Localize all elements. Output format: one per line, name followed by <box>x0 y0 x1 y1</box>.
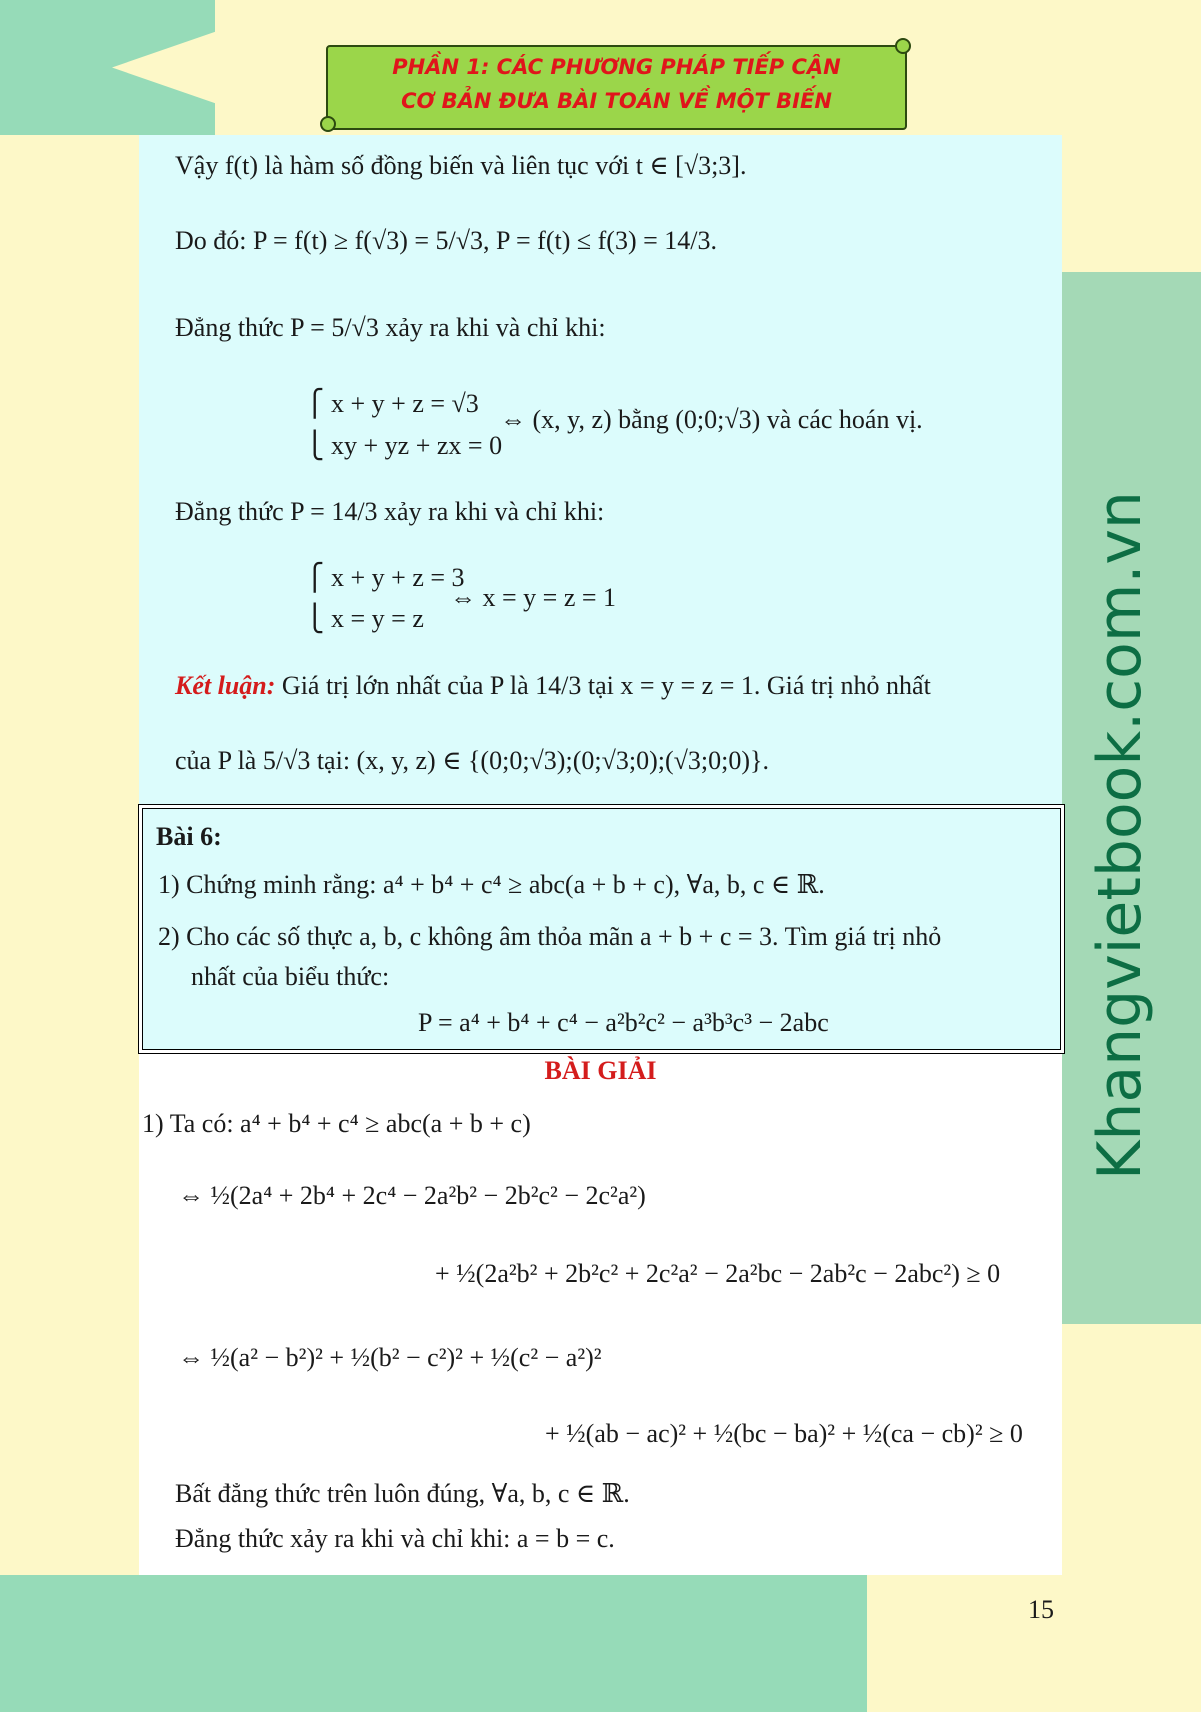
solution-line: + ½(ab − ac)² + ½(bc − ba)² + ½(ca − cb)² ≥ 0 <box>545 1419 1023 1448</box>
solution-line: ⇔ ½(a² − b²)² + ½(b² − c²)² + ½(c² − a²)² <box>178 1343 602 1372</box>
bottom-band-decoration <box>0 1575 867 1712</box>
scroll-curl-icon <box>320 116 336 132</box>
system-equation: ⎩ xy + yz + zx = 0 <box>305 431 503 460</box>
solution-line: Đẳng thức P = 5/√3 xảy ra khi và chỉ khi: <box>175 313 606 342</box>
solution-line: Bất đẳng thức trên luôn đúng, ∀a, b, c ∈ ℝ. <box>175 1479 630 1508</box>
chapter-title-line-1: PHẦN 1: CÁC PHƯƠNG PHÁP TIẾP CẬN <box>392 55 841 79</box>
problem-expression: P = a⁴ + b⁴ + c⁴ − a²b²c² − a³b³c³ − 2abc <box>418 1008 829 1037</box>
chapter-title-line-2: CƠ BẢN ĐƯA BÀI TOÁN VỀ MỘT BIẾN <box>401 89 832 113</box>
solution-line: + ½(2a²b² + 2b²c² + 2c²a² − 2a²bc − 2ab²c − 2abc²) ≥ 0 <box>435 1259 1001 1288</box>
solution-line: Đẳng thức xảy ra khi và chỉ khi: a = b = c. <box>175 1524 615 1553</box>
scroll-curl-icon <box>895 38 911 54</box>
problem-part-2: 2) Cho các số thực a, b, c không âm thỏa mãn a + b + c = 3. Tìm giá trị nhỏ <box>158 922 942 951</box>
solution-title: BÀI GIẢI <box>544 1056 657 1085</box>
system-equation: ⎩ x = y = z <box>305 604 424 633</box>
system-equation: ⎧ x + y + z = √3 <box>305 389 479 418</box>
solution-line: 1) Ta có: a⁴ + b⁴ + c⁴ ≥ abc(a + b + c) <box>142 1109 531 1138</box>
problem-title: Bài 6: <box>156 822 222 851</box>
solution-line: Vậy f(t) là hàm số đồng biến và liên tục với t ∈ [√3;3]. <box>175 151 747 180</box>
conclusion-text: Giá trị lớn nhất của P là 14/3 tại x = y = z = 1. Giá trị nhỏ nhất <box>275 671 931 700</box>
solution-line: ⇔ ½(2a⁴ + 2b⁴ + 2c⁴ − 2a²b² − 2b²c² − 2c²a²) <box>178 1181 646 1210</box>
system-equation: ⎧ x + y + z = 3 <box>305 563 465 592</box>
site-watermark: Khangvietbook.com.vn <box>1085 491 1155 1180</box>
problem-box <box>142 808 1061 1050</box>
page-number: 15 <box>1028 1595 1054 1624</box>
solution-line: ⇔ (x, y, z) bằng (0;0;√3) và các hoán vị. <box>500 405 923 434</box>
chapter-banner <box>326 45 907 130</box>
solution-line: Do đó: P = f(t) ≥ f(√3) = 5/√3, P = f(t) ≤ f(3) = 14/3. <box>175 226 718 255</box>
solution-line: của P là 5/√3 tại: (x, y, z) ∈ {(0;0;√3);(0;√3;0);(√3;0;0)}. <box>175 746 769 775</box>
solution-line: Đẳng thức P = 14/3 xảy ra khi và chỉ khi: <box>175 497 605 526</box>
conclusion-line <box>175 670 931 701</box>
problem-part-1: 1) Chứng minh rằng: a⁴ + b⁴ + c⁴ ≥ abc(a + b + c), ∀a, b, c ∈ ℝ. <box>158 870 825 899</box>
conclusion-label: Kết luận: <box>175 671 276 700</box>
problem-part-2-cont: nhất của biểu thức: <box>191 962 390 991</box>
solution-line: ⇔ x = y = z = 1 <box>450 583 617 612</box>
